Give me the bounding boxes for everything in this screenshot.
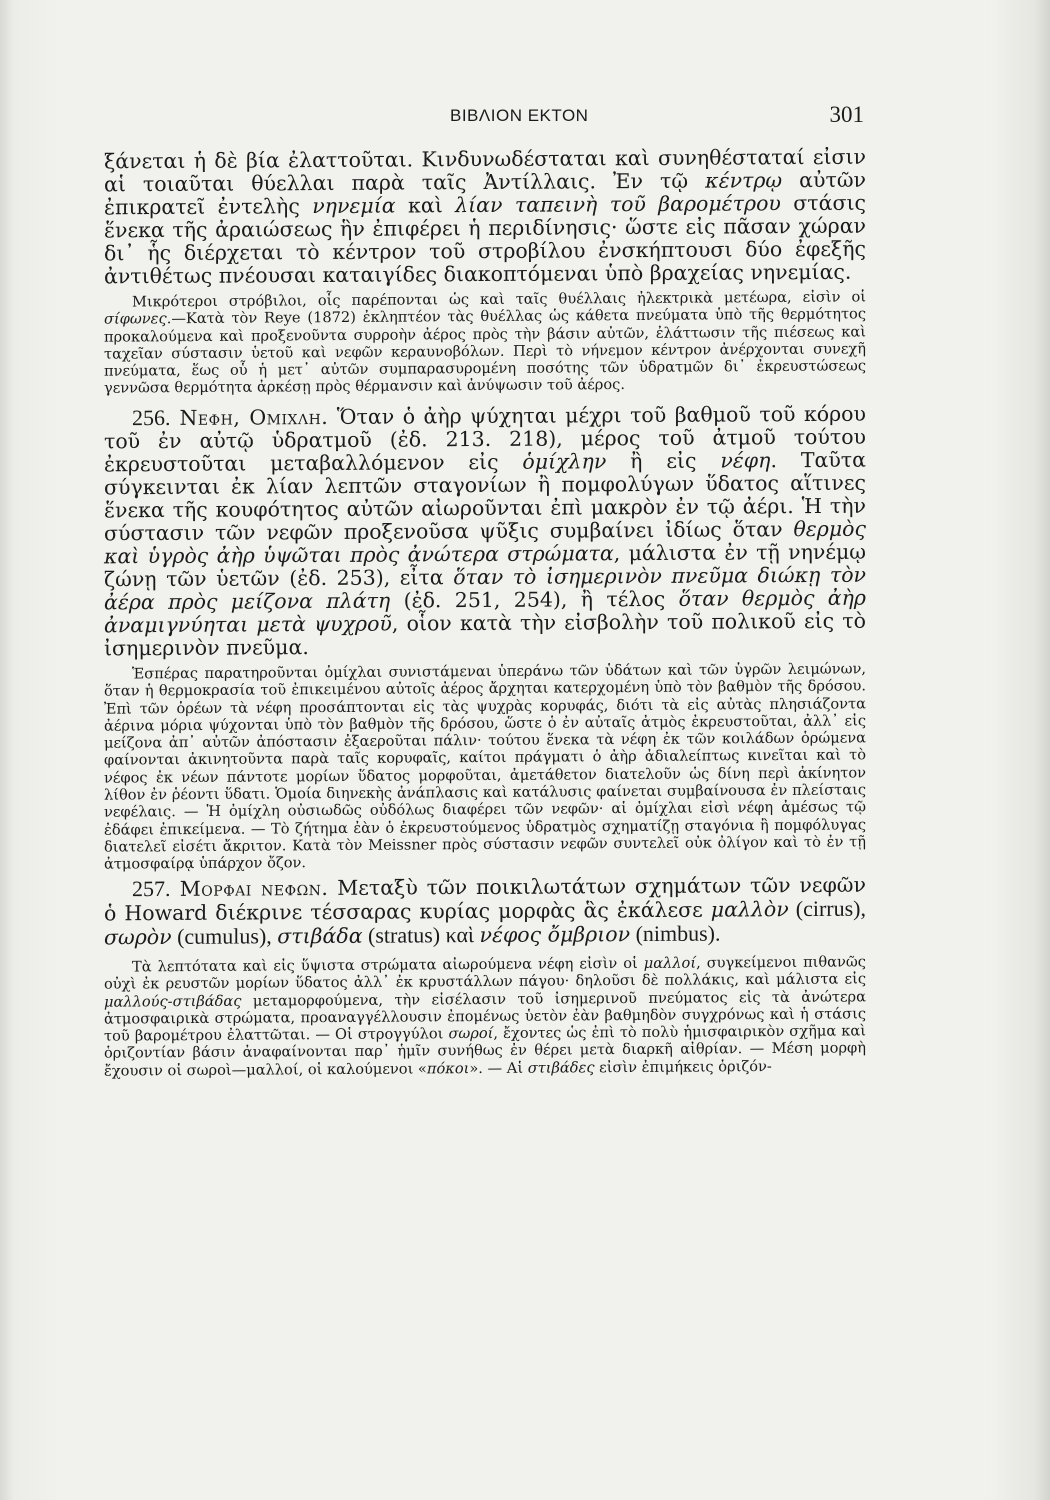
page-header bbox=[0, 102, 1050, 140]
note-whirlwinds: Μικρότεροι στρόβιλοι, οἷς παρέπονται ὡς καὶ ταῖς θυέλλαις ἠλεκτρικὰ μετέωρα, εἰσὶν οἱ σίφωνες.—Κατὰ τὸν Reye (1872) ἐκληπτέον τὰς θυέλλας ὡς κάθετα πνεύματα ὑπὸ τῆς θερμότητος προκαλούμενα καὶ προξενοῦντα συρροὴν ἀέρος πρὸς τὴν βάσιν αὐτῶν, ἐλάττωσιν τῆς πιέσεως καὶ ταχεῖαν σύστασιν ὑετοῦ καὶ νεφῶν κεραυνοβόλων. Περὶ τὸ νήνεμον κέντρον ἀνέρχονται συνεχῆ πνεύματα, ἕως οὗ ἡ μετ᾽ αὐτῶν συμπαρασυρομένη ποσότης τῶν ὑδρατμῶν δι᾽ ἐκρευστώσεως γεννῶσα θερμότητα ἀρκέσῃ πρὸς θέρμανσιν καὶ ἀνύψωσιν τοῦ ἀέρος. bbox=[104, 288, 866, 398]
paragraph-storm-center: ξάνεται ἡ δὲ βία ἐλαττοῦται. Κινδυνωδέσταται καὶ συνηθέσταταί εἰσιν αἱ τοιαῦται θύελλαι παρὰ ταῖς Ἀντίλλαις. Ἐν τῷ κέντρῳ αὐτῶν ἐπικρατεῖ ἐντελὴς νηνεμία καὶ λίαν ταπεινὴ τοῦ βαρομέτρου στάσις ἕνεκα τῆς ἀραιώσεως ἣν ἐπιφέρει ἡ περιδίνησις· ὥστε εἰς πᾶσαν χώραν δι᾽ ἧς διέρχεται τὸ κέντρον τοῦ στροβίλου ἐνσκήπτουσι δύο ἐφεξῆς ἀντιθέτως πνέουσαι καταιγίδες διακοπτόμεναι ὑπὸ βραχείας νηνεμίας. bbox=[104, 144, 866, 289]
section-257-number: 257. bbox=[132, 876, 171, 902]
page-number: 301 bbox=[829, 102, 864, 127]
note-fog: Ἑσπέρας παρατηροῦνται ὀμίχλαι συνιστάμεναι ὑπεράνω τῶν ὑδάτων καὶ τῶν ὑγρῶν λειμώνων, ὅταν ἡ θερμοκρασία τοῦ ἐπικειμένου αὐτοῖς ἀέρος ἄρχηται κατερχομένη ὑπὸ τὸν βαθμὸν τῆς δρόσου. Ἐπὶ τῶν ὀρέων τὰ νέφη προσάπτονται εἰς τὰς ψυχρὰς κορυφάς, διότι τὰ εἰς αὐτὰς πλησιάζοντα ἀέρινα μόρια ψύχονται ὑπὸ τὸν βαθμὸν τῆς δρόσου, ὥστε ὁ ἐν αὐταῖς ἀτμὸς ἐκρευστοῦται, ἀλλ᾽ εἰς μείζονα ἀπ᾽ αὐτῶν ἀπόστασιν ἐξαεροῦται πάλιν· τούτου ἕνεκα τὰ νέφη ἐκ τῶν κοιλάδων ὁρώμενα φαίνονται ἀκινητοῦντα παρὰ ταῖς κορυφαῖς, καίτοι πράγματι ὁ ἀὴρ ἀδιαλείπτως κινεῖται καὶ τὸ νέφος ἐκ νέων πάντοτε μορίων ὕδατος μορφοῦται, ἀμετάθετον διατελοῦν ὡς δίνη περὶ ἀκίνητον λίθον ἐν ῥέοντι ὕδατι. Ὁμοία διηνεκὴς ἀνάπλασις καὶ κατάλυσις φαίνεται συμβαίνουσα ἐν πλείσταις νεφέλαις. — Ἡ ὀμίχλη οὐσιωδῶς οὐδόλως διαφέρει τῶν νεφῶν· αἱ ὀμίχλαι εἰσὶ νέφη ἀμέσως τῷ ἐδάφει ἐπικείμενα. — Τὸ ζήτημα ἐὰν ὁ ἐκρευστούμενος ὑδρατμὸς σχηματίζῃ σταγόνια ἢ πομφόλυγας διατελεῖ εἰσέτι ἄκριτον. Κατὰ τὸν Meissner πρὸς σύστασιν νεφῶν συντελεῖ οὐκ ὀλίγον καὶ τὸ ἐν τῇ ἀτμοσφαίρᾳ ὑπάρχον ὄζον. bbox=[104, 660, 866, 873]
running-title: ΒΙΒΛΙΟΝ ΕΚΤΟΝ bbox=[450, 106, 589, 125]
section-257: 257. Μορφαι νεφων. Μεταξὺ τῶν ποικιλωτάτων σχημάτων τῶν νεφῶν ὁ Howard διέκρινε τέσσαρας κυρίας μορφὰς ἃς ἐκάλεσε μαλλὸν (cirrus), σωρὸν (cumulus), στιβάδα (stratus) καὶ νέφος ὄμβριον (nimbus). bbox=[104, 873, 866, 950]
section-256-number: 256. bbox=[132, 404, 171, 430]
section-256-title: Νεφη, Ομιχλη. bbox=[170, 404, 329, 430]
section-257-title: Μορφαι νεφων. bbox=[170, 876, 329, 902]
section-256: 256. Νεφη, Ομιχλη. Ὅταν ὁ ἀὴρ ψύχηται μέχρι τοῦ βαθμοῦ τοῦ κόρου τοῦ ἐν αὐτῷ ὑδρατμοῦ (ἐδ. 213. 218), μέρος τοῦ ἀτμοῦ τούτου ἐκρευστοῦται μεταβαλλόμενον εἰς ὁμίχλην ἢ εἰς νέφη. Ταῦτα σύγκεινται ἐκ λίαν λεπτῶν σταγονίων ἢ πομφολύγων ὕδατος αἵτινες ἕνεκα τῆς κουφότητος αὐτῶν αἰωροῦνται ἐπὶ μακρὸν ἐν τῷ ἀέρι. Ἡ τὴν σύστασιν τῶν νεφῶν προξενοῦσα ψῦξις συμβαίνει ἰδίως ὅταν θερμὸς καὶ ὑγρὸς ἀὴρ ὑψῶται πρὸς ἀνώτερα στρώματα, μάλιστα ἐν τῇ νηνέμῳ ζώνῃ τῶν ὑετῶν (ἐδ. 253), εἶτα ὅταν τὸ ἰσημερινὸν πνεῦμα διώκῃ τὸν ἀέρα πρὸς μείζονα πλάτη (ἐδ. 251, 254), ἢ τέλος ὅταν θερμὸς ἀὴρ ἀναμιγνύηται μετὰ ψυχροῦ, οἷον κατὰ τὴν εἰσβολὴν τοῦ πολικοῦ εἰς τὸ ἰσημερινὸν πνεῦμα. bbox=[104, 401, 867, 661]
body-text bbox=[104, 144, 867, 1080]
note-cloud-forms: Τὰ λεπτότατα καὶ εἰς ὕψιστα στρώματα αἰωρούμενα νέφη εἰσὶν οἱ μαλλοί, συγκείμενοι πιθανῶς οὐχὶ ἐκ ρευστῶν μορίων ὕδατος ἀλλ᾽ ἐκ κρυστάλλων πάγου· δηλοῦσι δὲ πολλάκις, καὶ μάλιστα εἰς μαλλούς-στιβάδας μεταμορφούμενα, τὴν εἰσέλασιν τοῦ ἰσημερινοῦ πνεύματος εἰς τὰ ἀνώτερα ἀτμοσφαιρικὰ στρώματα, προαναγγέλλουσιν ἐπομένως ὑετὸν ἐὰν βαθμηδὸν συγχρόνως καὶ ἡ στάσις τοῦ βαρομέτρου ἐλαττῶται. — Οἱ στρογγύλοι σωροί, ἔχοντες ὡς ἐπὶ τὸ πολὺ ἡμισφαιρικὸν σχῆμα καὶ ὁριζοντίαν βάσιν ἀναφαίνονται παρ᾽ ἡμῖν συνήθως ἐν θέρει μετὰ διαρκῆ αἰθρίαν. — Μέση μορφὴ ἔχουσιν οἱ σωροὶ—μαλλοί, οἱ καλούμενοι «πόκοι». — Αἱ στιβάδες εἰσὶν ἐπιμήκεις ὁριζόν- bbox=[104, 953, 866, 1080]
